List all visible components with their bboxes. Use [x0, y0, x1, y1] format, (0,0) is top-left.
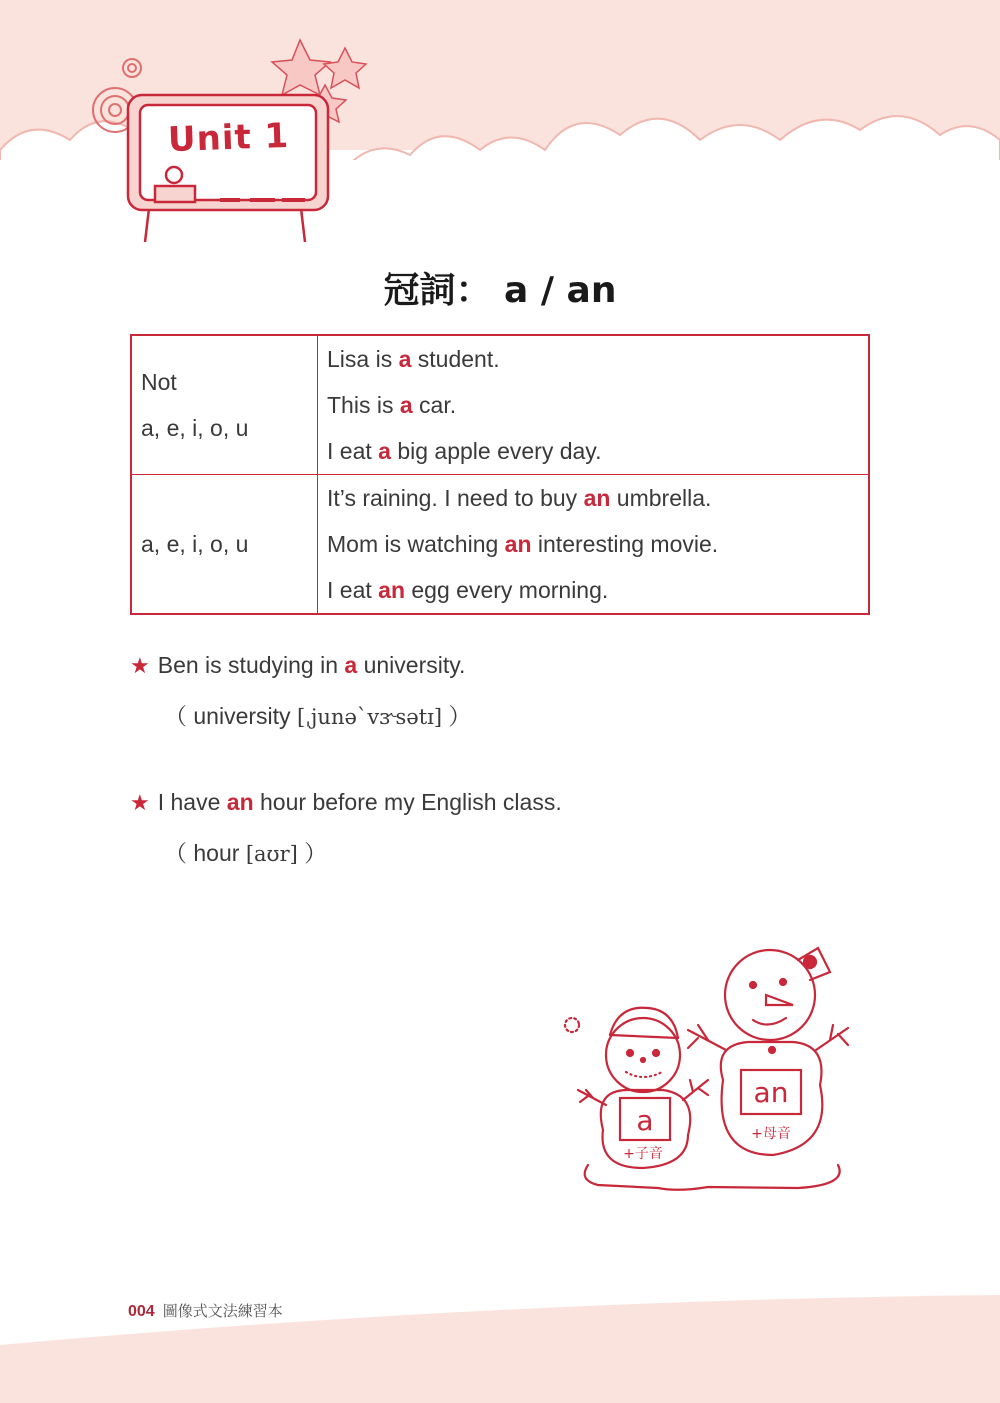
article-highlight: an	[378, 577, 405, 603]
article-highlight: a	[398, 346, 412, 372]
star-icon: ★	[130, 790, 150, 815]
article-highlight: a	[399, 392, 413, 418]
example-sentence: Mom is watching an interesting movie.	[327, 531, 719, 557]
article-highlight: an	[504, 531, 532, 557]
example-sentence: It’s raining. I need to buy an umbrella.	[327, 485, 712, 511]
example-sentence: Lisa is a student.	[327, 346, 500, 372]
example-sentence: I eat an egg every morning.	[327, 577, 609, 603]
ipa-text: [ˌjunəˋvɝsətɪ]	[296, 705, 443, 729]
pronunciation-university: （ university [ˌjunəˋvɝsətɪ] ）	[164, 703, 472, 729]
table-row	[131, 475, 869, 615]
big-sign-text: an	[753, 1076, 789, 1109]
condition-cell	[131, 475, 318, 615]
note-hour: ★ I have an hour before my English class.	[130, 789, 562, 815]
snowmen-illustration	[548, 930, 858, 1205]
article-highlight: a	[344, 652, 358, 678]
pronunciation-hour: （ hour [aʊr] ）	[164, 840, 328, 866]
condition-cell	[131, 335, 318, 475]
example-sentence: I eat a big apple every day.	[327, 438, 602, 464]
article-highlight: a	[378, 438, 391, 464]
condition-line: a, e, i, o, u	[141, 531, 249, 557]
note-university: ★ Ben is studying in a university.	[130, 652, 466, 678]
condition-line: Not	[141, 369, 177, 395]
example-sentence: This is a car.	[327, 392, 457, 418]
condition-line: a, e, i, o, u	[141, 415, 249, 441]
article-highlight: an	[583, 485, 611, 511]
ipa-text: [aʊr]	[245, 842, 298, 866]
examples-cell	[318, 475, 870, 615]
small-caption-text: +子音	[623, 1146, 663, 1162]
star-icon: ★	[130, 653, 150, 678]
big-caption-text: +母音	[751, 1126, 791, 1142]
page-footer	[128, 1300, 283, 1321]
small-sign-text: a	[636, 1104, 654, 1137]
article-highlight: an	[226, 789, 254, 815]
book-title: 圖像式文法練習本	[162, 1303, 283, 1320]
article-rules-table	[130, 334, 870, 615]
unit-label: Unit 1	[167, 115, 290, 161]
table-row	[131, 335, 869, 475]
examples-cell	[318, 335, 870, 475]
footer-decoration	[0, 1280, 1000, 1403]
page-title: 冠詞： a / an	[383, 270, 617, 311]
page-number: 004	[128, 1303, 155, 1320]
header-decoration	[0, 0, 1000, 260]
